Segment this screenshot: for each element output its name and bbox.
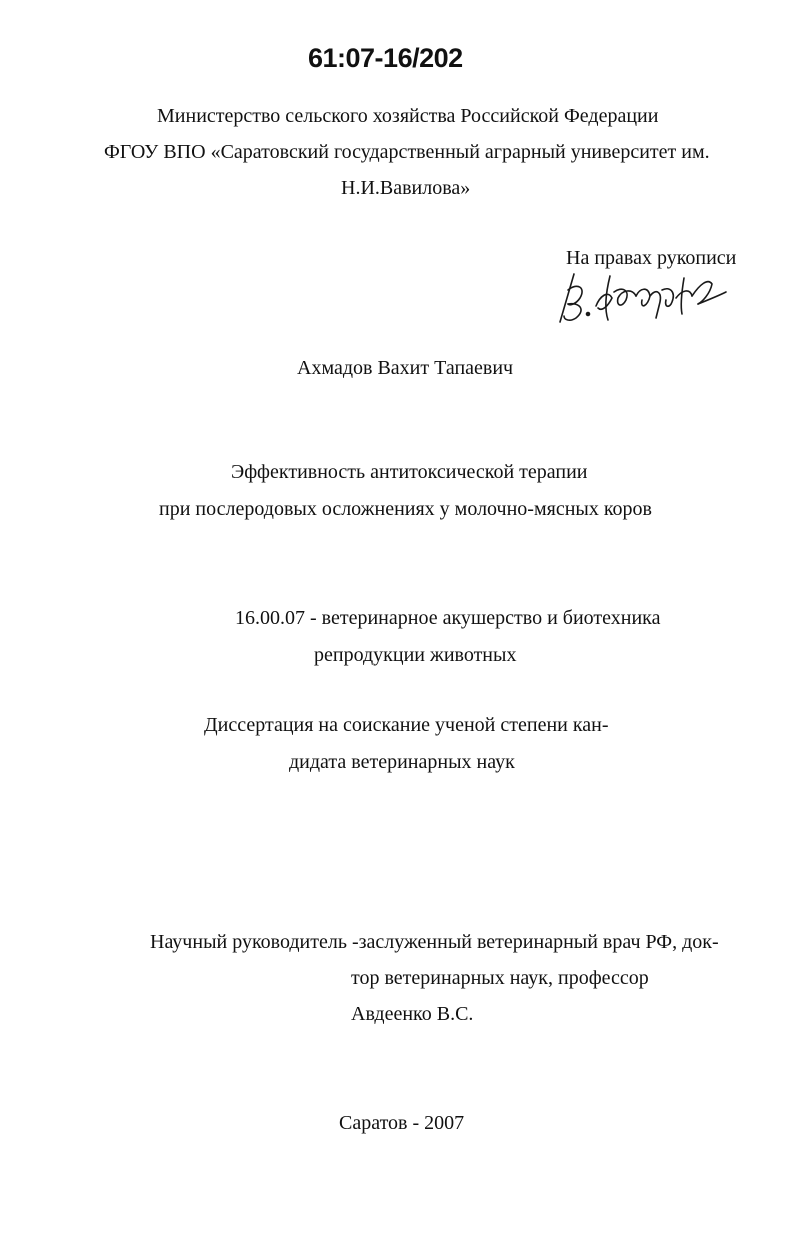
dissertation-title-line-1: Эффективность антитоксической терапии xyxy=(231,461,588,483)
degree-statement-line-1: Диссертация на соискание ученой степени кан- xyxy=(204,714,609,736)
supervisor-line-1: Научный руководитель -заслуженный ветеринарный врач РФ, док- xyxy=(150,931,719,953)
supervisor-name: Авдеенко В.С. xyxy=(351,1003,474,1025)
university-name-line-1: ФГОУ ВПО «Саратовский государственный аграрный университет им. xyxy=(104,141,710,163)
dissertation-title-line-2: при послеродовых осложнениях у молочно-мясных коров xyxy=(159,498,652,520)
degree-statement-line-2: дидата ветеринарных наук xyxy=(289,751,515,773)
manuscript-rights-label: На правах рукописи xyxy=(566,247,737,269)
specialty-line-1: 16.00.07 - ветеринарное акушерство и биотехника xyxy=(235,607,661,629)
handwritten-signature xyxy=(552,268,732,326)
ministry-name: Министерство сельского хозяйства Российской Федерации xyxy=(157,105,659,127)
author-name: Ахмадов Вахит Тапаевич xyxy=(297,357,514,379)
supervisor-line-2: тор ветеринарных наук, профессор xyxy=(351,967,649,989)
city-year: Саратов - 2007 xyxy=(339,1112,465,1134)
specialty-line-2: репродукции животных xyxy=(314,644,517,666)
archive-code: 61:07-16/202 xyxy=(308,43,463,73)
university-name-line-2: Н.И.Вавилова» xyxy=(341,177,471,199)
